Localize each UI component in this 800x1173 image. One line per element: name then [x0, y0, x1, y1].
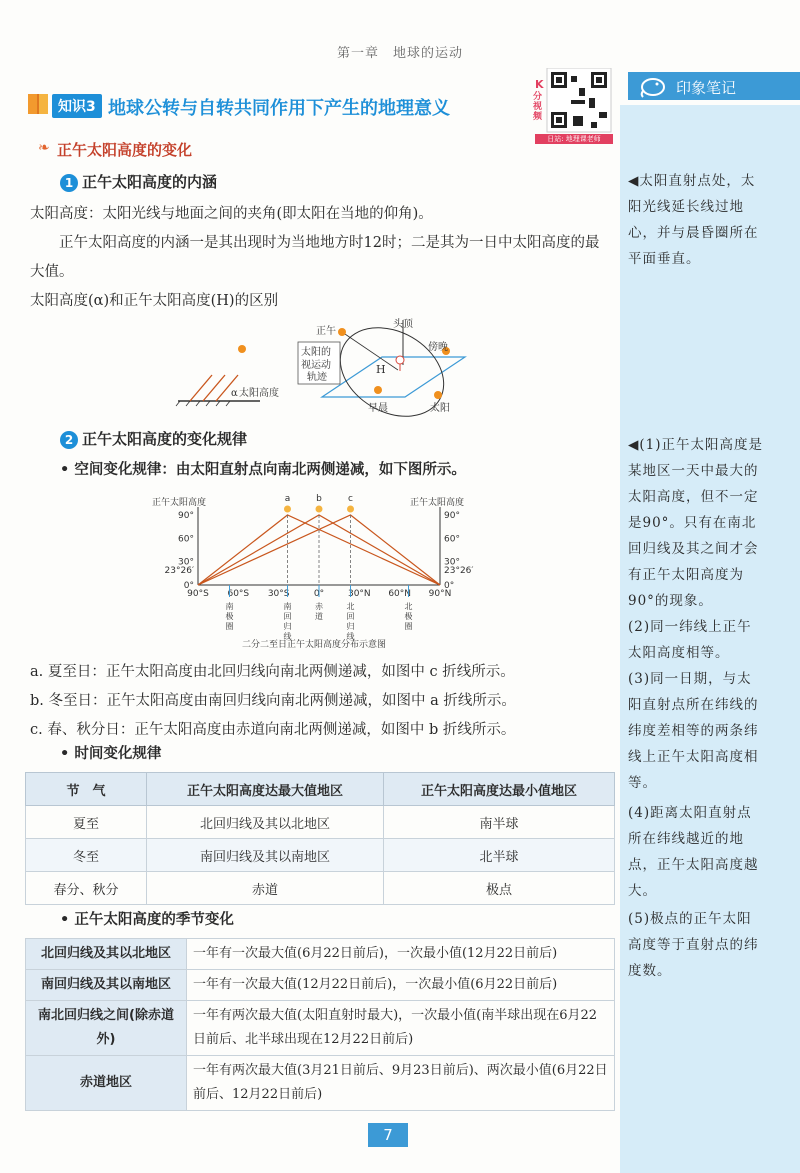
chart-x-marker: 回: [346, 612, 355, 621]
chart-x-tick: 90°N: [428, 589, 452, 599]
table-cell: 春分、秋分: [26, 872, 147, 905]
chart-x-marker: 圈: [225, 622, 234, 631]
chart-x-marker: 线: [346, 632, 355, 641]
time-rule: • 时间变化规律: [60, 746, 162, 762]
subsection-1-title: 正午太阳高度的内涵: [82, 173, 218, 191]
table-row: [26, 1001, 615, 1056]
chart-x-marker: 赤: [315, 602, 323, 611]
path-label-1: 太阳的: [301, 347, 331, 358]
side-note-3: (2)同一纬线上正午太阳高度相等。: [628, 619, 752, 661]
table-header: 正午太阳高度达最大值地区: [147, 773, 384, 806]
side-note-5: (4)距离太阳直射点所在纬线越近的地点，正午太阳高度越大。: [628, 805, 759, 899]
section-title: 正午太阳高度的变化: [57, 141, 193, 159]
chart-y-tick-left: 30°: [178, 557, 194, 568]
side-note-4: (3)同一日期，与太阳直射点所在纬线的纬度差相等的两条纬线上正午太阳高度相等。: [628, 671, 759, 791]
sun-dot-2: [434, 391, 442, 399]
chart-x-marker: 北: [404, 602, 413, 611]
chart-x-marker: 极: [404, 612, 413, 621]
line-b: b. 冬至日：正午太阳高度由南回归线向南北两侧递减，如图中 a 折线所示。: [30, 693, 516, 709]
paragraph-3: 太阳高度(α)和正午太阳高度(H)的区别: [30, 293, 279, 309]
elephant-icon: [638, 74, 668, 98]
chart-ylabel-right: 正午太阳高度: [410, 498, 465, 508]
path-label-2: 视运动: [301, 360, 331, 371]
table-row-label: 北回归线及其以北地区: [26, 939, 187, 970]
sun-altitude-diagram: [170, 315, 480, 420]
chart-title: 二分二至日正午太阳高度分布示意图: [242, 640, 387, 650]
season-change-table: [25, 938, 615, 1111]
chart-svg: [150, 485, 490, 650]
chart-y-tick-right: 23°26′: [444, 565, 474, 576]
zenith-label: 头顶: [393, 319, 413, 330]
line-a: a. 夏至日：正午太阳高度由北回归线向南北两侧递减，如图中 c 折线所示。: [30, 664, 515, 680]
chart-y-tick-right: 0°: [444, 581, 455, 591]
chart-series-label: a: [284, 494, 291, 504]
table-row: [26, 872, 615, 905]
chart-y-tick-left: 60°: [178, 534, 194, 545]
morning-sun: [374, 386, 382, 394]
chart-x-marker: 回: [283, 612, 292, 621]
knowledge-badge: 知识3: [52, 94, 102, 118]
qr-tag: 分视频: [533, 92, 543, 122]
table-row: [26, 970, 615, 1001]
sun-label: 太阳: [430, 403, 450, 414]
table-row: [26, 839, 615, 872]
noon-sun: [338, 328, 346, 336]
chart-x-marker: 线: [283, 632, 292, 641]
table-cell: 北回归线及其以北地区: [147, 806, 384, 839]
chart-x-marker: 归: [283, 622, 292, 631]
subsection-1-heading: [60, 171, 217, 192]
chart-x-tick: 90°S: [187, 589, 209, 599]
paragraph-2: 正午太阳高度的内涵一是其出现时为当地地方时12时；二是其为一日中太阳高度的最大值。: [30, 235, 600, 280]
space-rule: • 空间变化规律：由太阳直射点向南北两侧递减，如下图所示。: [60, 462, 466, 478]
sun-alt-label: 太阳高度: [239, 388, 279, 399]
chart-y-tick-left: 0°: [183, 581, 194, 591]
subsection-2-heading: [60, 428, 247, 449]
chart-series-label: c: [348, 494, 353, 504]
path-label-3: 轨迹: [307, 372, 327, 383]
chart-x-marker: 道: [315, 612, 323, 621]
table-row-text: 一年有两次最大值(3月21日前后、9月23日前后)、两次最小值(6月22日前后、12月22日前后): [187, 1056, 615, 1111]
knowledge-title: 地球公转与自转共同作用下产生的地理意义: [108, 98, 450, 119]
chart-x-tick: 0°: [313, 589, 325, 599]
morning-label: 早晨: [368, 403, 388, 414]
sun-dot: [238, 345, 246, 353]
chart-series-label: b: [316, 494, 322, 504]
table-cell: 南回归线及其以南地区: [147, 839, 384, 872]
chart-x-marker: 南: [225, 602, 234, 611]
chapter-header: 第一章 地球的运动: [336, 46, 463, 61]
time-rule-table: [25, 772, 615, 905]
chart-x-tick: 60°S: [227, 589, 250, 599]
table-row-text: 一年有一次最大值(6月22日前后)，一次最小值(12月22日前后): [187, 939, 615, 970]
chart-x-marker: 归: [346, 622, 355, 631]
table-header: 正午太阳高度达最小值地区: [384, 773, 615, 806]
table-cell: 南半球: [384, 806, 615, 839]
h-label: H: [376, 363, 386, 376]
qr-caption: 日站: 地理课老师: [535, 134, 613, 144]
chart-y-tick-left: 90°: [178, 511, 194, 521]
noon-label: 正午: [316, 326, 336, 337]
table-cell: 极点: [384, 872, 615, 905]
chart-y-tick-right: 60°: [444, 534, 460, 545]
table-cell: 夏至: [26, 806, 147, 839]
subsection-2-title: 正午太阳高度的变化规律: [82, 430, 248, 448]
dusk-label: 傍晚: [428, 342, 448, 353]
sidebar-header: [628, 72, 800, 100]
chart-ylabel-left: 正午太阳高度: [152, 498, 207, 508]
page-number: 7: [368, 1123, 408, 1147]
subsection-1-number: 1: [60, 174, 78, 192]
table-row-label: 南回归线及其以南地区: [26, 970, 187, 1001]
table-row-label: 赤道地区: [26, 1056, 187, 1111]
chart-x-marker: 南: [283, 602, 292, 611]
subsection-2-number: 2: [60, 431, 78, 449]
table-cell: 北半球: [384, 839, 615, 872]
paragraph-1: 太阳高度：太阳光线与地面之间的夹角(即太阳在当地的仰角)。: [30, 206, 433, 222]
chart-y-tick-right: 30°: [444, 557, 460, 568]
table-cell: 赤道: [147, 872, 384, 905]
chart-sun-icon: [284, 506, 291, 513]
chart-sun-icon: [316, 506, 323, 513]
side-note-1: ◀太阳直射点处，太阳光线延长线过地心，并与晨昏圈所在平面垂直。: [628, 173, 759, 267]
side-note-6: (5)极点的正午太阳高度等于直射点的纬度数。: [628, 911, 759, 979]
alpha-label: α: [231, 388, 238, 399]
noon-sun-altitude-chart: [150, 485, 490, 650]
leaf-icon: ❧: [38, 140, 50, 156]
line-c: c. 春、秋分日：正午太阳高度由赤道向南北两侧递减，如图中 b 折线所示。: [30, 722, 516, 738]
table-row-text: 一年有一次最大值(12月22日前后)，一次最小值(6月22日前后): [187, 970, 615, 1001]
chart-x-marker: 圈: [404, 622, 413, 631]
table-header: 节 气: [26, 773, 147, 806]
table-row-label: 南北回归线之间(除赤道外): [26, 1001, 187, 1056]
table-row: [26, 806, 615, 839]
chart-y-tick-right: 90°: [444, 511, 460, 521]
season-rule: • 正午太阳高度的季节变化: [60, 912, 234, 928]
chart-x-tick: 30°N: [347, 589, 371, 599]
side-note-2: ◀(1)正午太阳高度是某地区一天中最大的太阳高度，但不一定是90°。只有在南北回归线及其之间才会有正午太阳高度为90°的现象。: [628, 437, 764, 609]
chart-x-tick: 60°N: [388, 589, 412, 599]
book-icon: [27, 92, 49, 116]
table-cell: 冬至: [26, 839, 147, 872]
chart-x-marker: 北: [346, 602, 355, 611]
chart-x-tick: 30°S: [267, 589, 290, 599]
chart-y-tick-left: 23°26′: [164, 565, 194, 576]
chart-x-marker: 极: [225, 612, 234, 621]
table-row: [26, 939, 615, 970]
sidebar-title: 印象笔记: [676, 79, 737, 97]
table-row-text: 一年有两次最大值(太阳直射时最大)，一次最小值(南半球出现在6月22日前后、北半球出现在12月22日前后): [187, 1001, 615, 1056]
table-row: [26, 1056, 615, 1111]
svg-text:K: K: [535, 78, 544, 91]
chart-sun-icon: [347, 506, 354, 513]
